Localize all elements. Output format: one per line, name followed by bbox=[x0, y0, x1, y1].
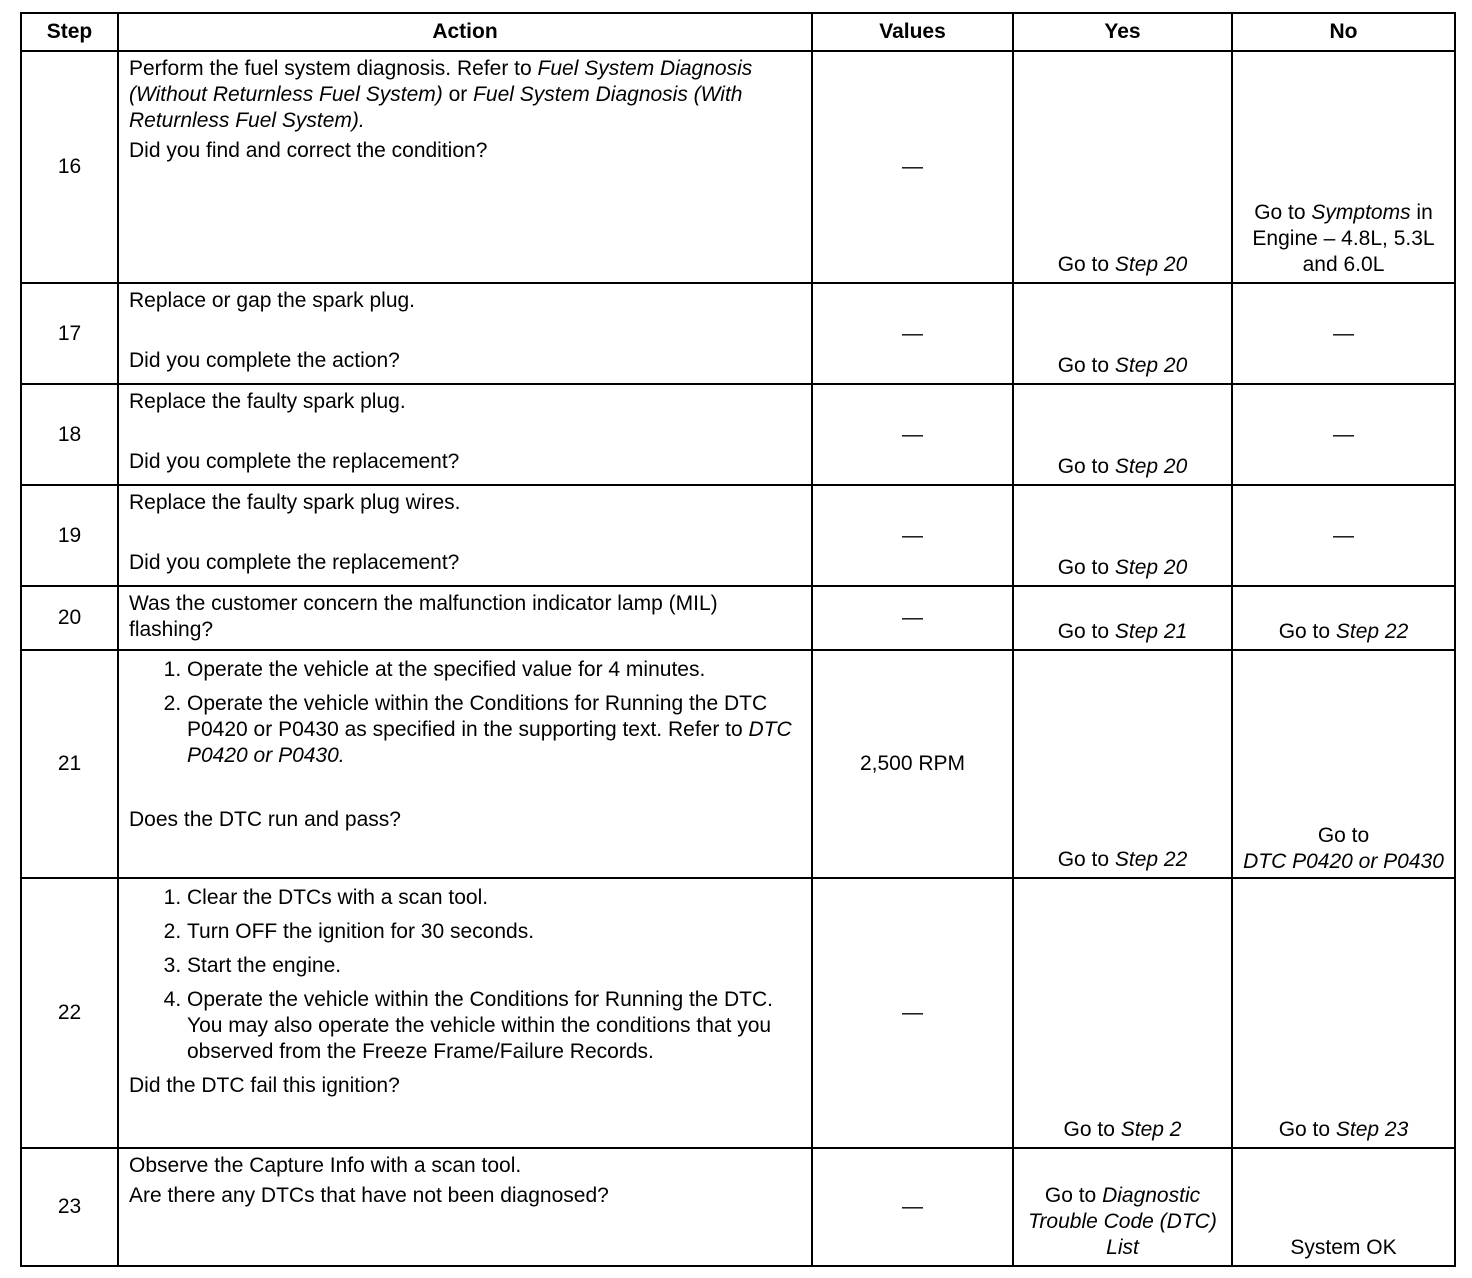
list-item: 3. Start the engine. bbox=[187, 953, 801, 979]
action-text: Replace the faulty spark plug. bbox=[129, 390, 406, 413]
header-no: No bbox=[1232, 13, 1455, 51]
symptoms-link[interactable]: Symptoms bbox=[1311, 201, 1411, 224]
action-text: Replace the faulty spark plug wires. bbox=[129, 491, 461, 514]
action-cell bbox=[118, 650, 812, 878]
no-cell: — bbox=[1232, 485, 1455, 586]
no-cell: System OK bbox=[1232, 1148, 1455, 1266]
procedure-list bbox=[129, 885, 801, 1065]
procedure-list bbox=[129, 657, 801, 769]
step-number: 18 bbox=[21, 384, 118, 485]
table-row bbox=[21, 1148, 1455, 1266]
value-cell: — bbox=[812, 485, 1013, 586]
action-cell bbox=[118, 1148, 812, 1266]
step-link[interactable]: Step 20 bbox=[1114, 253, 1188, 276]
yes-cell: Go to Step 20 bbox=[1013, 51, 1232, 283]
list-item: 2. Turn OFF the ignition for 30 seconds. bbox=[187, 919, 801, 945]
fuel-system-link[interactable]: Fuel System Diagnosis (Without Returnless Fuel System) bbox=[129, 57, 753, 106]
step-number: 21 bbox=[21, 650, 118, 878]
step-link[interactable]: Step 20 bbox=[1114, 354, 1188, 377]
yes-cell: Go to Step 22 bbox=[1013, 650, 1232, 878]
step-number: 23 bbox=[21, 1148, 118, 1266]
yes-cell: Go to Diagnostic Trouble Code (DTC) List bbox=[1013, 1148, 1232, 1266]
value-cell: — bbox=[812, 586, 1013, 650]
action-question: Did you complete the replacement? bbox=[129, 551, 460, 574]
list-item: 4. Operate the vehicle within the Conditions for Running the DTC. You may also operate the vehicle within the conditions that you observed from the Freeze Frame/Failure Records. bbox=[187, 987, 801, 1065]
action-text: Replace or gap the spark plug. bbox=[129, 289, 416, 312]
list-item: 1. Operate the vehicle at the specified value for 4 minutes. bbox=[187, 657, 801, 683]
table-row bbox=[21, 586, 1455, 650]
step-link[interactable]: Step 23 bbox=[1335, 1118, 1409, 1141]
header-values: Values bbox=[812, 13, 1013, 51]
step-link[interactable]: Step 22 bbox=[1335, 620, 1409, 643]
action-cell bbox=[118, 51, 812, 283]
no-cell: Go to Step 22 bbox=[1232, 586, 1455, 650]
step-number: 16 bbox=[21, 51, 118, 283]
step-link[interactable]: Step 20 bbox=[1114, 455, 1188, 478]
header-yes: Yes bbox=[1013, 13, 1232, 51]
diagnostic-table bbox=[20, 12, 1456, 1267]
value-cell: — bbox=[812, 51, 1013, 283]
yes-cell: Go to Step 21 bbox=[1013, 586, 1232, 650]
action-cell bbox=[118, 878, 812, 1148]
table-row bbox=[21, 650, 1455, 878]
no-cell: — bbox=[1232, 384, 1455, 485]
value-cell: — bbox=[812, 878, 1013, 1148]
action-question: Did you complete the replacement? bbox=[129, 450, 460, 473]
table-row bbox=[21, 51, 1455, 283]
step-number: 22 bbox=[21, 878, 118, 1148]
yes-cell: Go to Step 20 bbox=[1013, 485, 1232, 586]
header-step: Step bbox=[21, 13, 118, 51]
action-text: Perform the fuel system diagnosis. Refer to Fuel System Diagnosis (Without Returnless Fuel System) or Fuel System Diagnosis (With Returnless Fuel System). bbox=[129, 57, 753, 132]
value-cell: — bbox=[812, 283, 1013, 384]
yes-cell: Go to Step 20 bbox=[1013, 283, 1232, 384]
action-question: Are there any DTCs that have not been diagnosed? bbox=[129, 1184, 609, 1207]
action-question: Did you complete the action? bbox=[129, 349, 400, 372]
no-cell: Go to DTC P0420 or P0430 bbox=[1232, 650, 1455, 878]
list-item: 1. Clear the DTCs with a scan tool. bbox=[187, 885, 801, 911]
header-row bbox=[21, 13, 1455, 51]
step-number: 20 bbox=[21, 586, 118, 650]
action-cell bbox=[118, 283, 812, 384]
dtc-list-link[interactable]: Diagnostic Trouble Code (DTC) List bbox=[1028, 1184, 1217, 1259]
header-action: Action bbox=[118, 13, 812, 51]
dtc-link[interactable]: DTC P0420 or P0430 bbox=[187, 718, 792, 767]
step-link[interactable]: Step 21 bbox=[1114, 620, 1188, 643]
step-link[interactable]: Step 20 bbox=[1114, 556, 1188, 579]
action-question: Does the DTC run and pass? bbox=[129, 808, 401, 831]
no-cell: Go to Step 23 bbox=[1232, 878, 1455, 1148]
table-row bbox=[21, 878, 1455, 1148]
step-link[interactable]: Step 22 bbox=[1114, 848, 1188, 871]
value-cell: — bbox=[812, 1148, 1013, 1266]
step-number: 17 bbox=[21, 283, 118, 384]
action-cell bbox=[118, 384, 812, 485]
yes-cell: Go to Step 20 bbox=[1013, 384, 1232, 485]
value-cell: — bbox=[812, 384, 1013, 485]
table-row bbox=[21, 283, 1455, 384]
action-cell bbox=[118, 485, 812, 586]
action-question: Did you find and correct the condition? bbox=[129, 139, 488, 162]
no-cell: — bbox=[1232, 283, 1455, 384]
list-item: 2. Operate the vehicle within the Conditions for Running the DTC P0420 or P0430 as specified in the supporting text. Refer to DTC P0420 or P0430. bbox=[187, 691, 801, 769]
action-text: Observe the Capture Info with a scan tool. bbox=[129, 1154, 522, 1177]
action-question: Did the DTC fail this ignition? bbox=[129, 1074, 400, 1097]
table-row bbox=[21, 384, 1455, 485]
dtc-link[interactable]: DTC P0420 or P0430 bbox=[1243, 850, 1444, 873]
action-cell bbox=[118, 586, 812, 650]
value-cell: 2,500 RPM bbox=[812, 650, 1013, 878]
action-question: Was the customer concern the malfunction indicator lamp (MIL) flashing? bbox=[129, 592, 718, 641]
fuel-system-link[interactable]: Fuel System Diagnosis (With Returnless Fuel System) bbox=[129, 83, 743, 132]
no-cell: Go to Symptoms in Engine – 4.8L, 5.3L and 6.0L bbox=[1232, 51, 1455, 283]
step-number: 19 bbox=[21, 485, 118, 586]
yes-cell: Go to Step 2 bbox=[1013, 878, 1232, 1148]
table-row bbox=[21, 485, 1455, 586]
step-link[interactable]: Step 2 bbox=[1120, 1118, 1182, 1141]
